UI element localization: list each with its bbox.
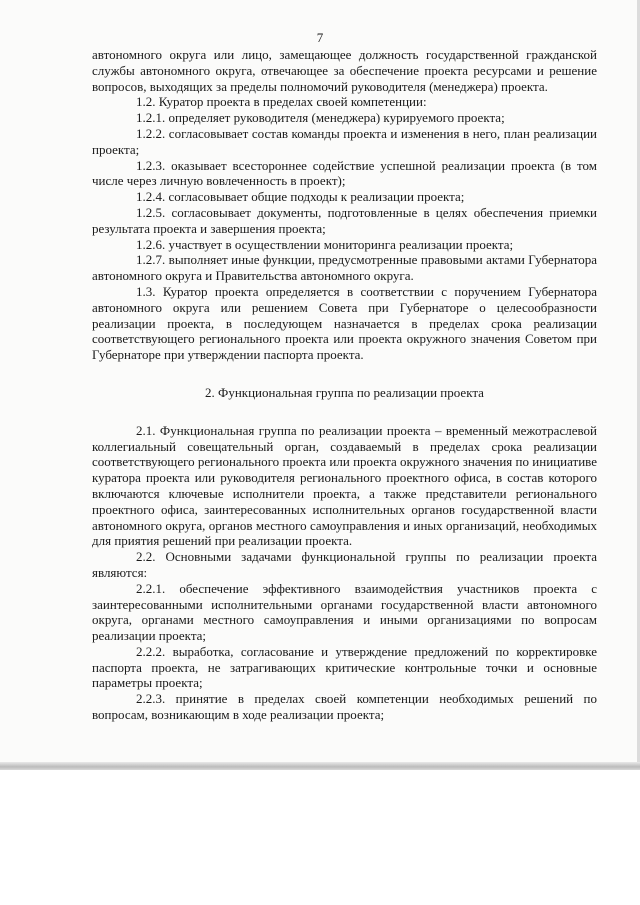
paragraph: 1.2.3. оказывает всестороннее содействие успешной реализации проекта (в том числе через личную вовлеченность в проект); — [92, 157, 597, 189]
paragraph: 2.2.3. принятие в пределах своей компетенции необходимых решений по вопросам, возникающим в ходе реализации проекта; — [92, 691, 597, 723]
section-heading: 2. Функциональная группа по реализации проекта — [205, 384, 484, 400]
paragraph: 1.2. Куратор проекта в пределах своей компетенции: — [136, 94, 427, 110]
paragraph: 2.2.1. обеспечение эффективного взаимодействия участников проекта с заинтересованными исполнительными органами государственной власти автономного округа, органами местного самоуправления и иными организациями по вопросам реализации проекта; — [92, 580, 597, 644]
paragraph: 2.2.2. выработка, согласование и утверждение предложений по корректировке паспорта проекта, не затрагивающих критические контрольные точки и основные параметры проекта; — [92, 643, 597, 691]
paragraphs-after-section — [92, 423, 597, 723]
paragraph: 2.2. Основными задачами функциональной группы по реализации проекта являются: — [92, 549, 597, 580]
paragraph: 1.2.1. определяет руководителя (менеджера) курируемого проекта; — [136, 110, 505, 126]
paragraphs-before-section — [92, 47, 597, 363]
scan-bottom-edge — [0, 762, 640, 770]
paragraph: 2.1. Функциональная группа по реализации проекта – временный межотраслевой коллегиальный совещательный орган, создаваемый в пределах срока реализации соответствующего регионального проекта или проекта окружного значения по инициативе куратора проекта или руководителя регионального проектного офиса, в состав которого включаются ключевые исполнители проекта, а также представители регионального проектного офиса, заинтересованных исполнительных органов государственной власти автономного округа, органов местного самоуправления и иных организаций, необходимых для приятия решений при реализации проекта. — [92, 422, 597, 549]
paragraph: 1.2.6. участвует в осуществлении мониторинга реализации проекта; — [136, 236, 514, 252]
paragraph: 1.2.4. согласовывает общие подходы к реализации проекта; — [136, 189, 465, 205]
paragraph: 1.2.2. согласовывает состав команды проекта и изменения в него, план реализации проекта; — [92, 125, 597, 157]
page-number: 7 — [316, 30, 324, 45]
paragraph: 1.2.5. согласовывает документы, подготовленные в целях обеспечения приемки результата проекта и завершения проекта; — [92, 204, 597, 236]
paragraph: 1.2.7. выполняет иные функции, предусмотренные правовыми актами Губернатора автономного округа и Правительства автономного округа. — [92, 252, 597, 284]
paragraph: 1.3. Куратор проекта определяется в соответствии с поручением Губернатора автономного округа или решением Совета при Губернаторе о целесообразности реализации проекта, в последующем назначается в пределах срока реализации соответствующего регионального проекта или проекта окружного значения Советом при Губернаторе при утверждении паспорта проекта. — [92, 283, 597, 363]
paragraph: автономного округа или лицо, замещающее должность государственной гражданской службы автономного округа, отвечающее за обеспечение проекта ресурсами и решение вопросов, выходящих за пределы полномочий руководителя (менеджера) проекта. — [92, 47, 597, 94]
document-body — [92, 47, 597, 723]
